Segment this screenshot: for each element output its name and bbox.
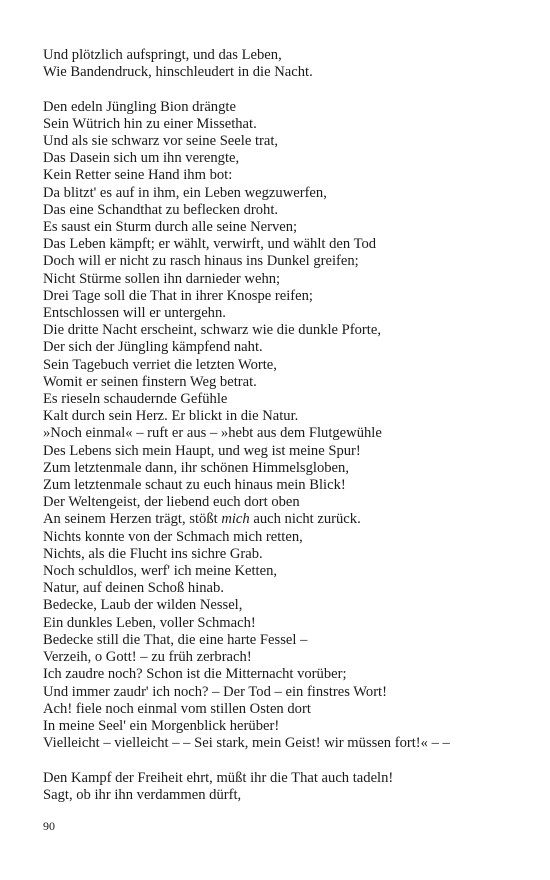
- poem-line: Sein Tagebuch verriet die letzten Worte,: [43, 356, 277, 373]
- poem-line: Bedecke, Laub der wilden Nessel,: [43, 597, 243, 614]
- poem-line: Da blitzt' es auf in ihm, ein Leben wegzuwerfen,: [43, 184, 327, 201]
- poem-line: Drei Tage soll die That in ihrer Knospe reifen;: [43, 287, 313, 304]
- poem-line: Den edeln Jüngling Bion drängte: [43, 98, 236, 115]
- poem-line: Das eine Schandthat zu beflecken droht.: [43, 201, 279, 218]
- poem-line: Ach! fiele noch einmal vom stillen Osten dort: [43, 700, 311, 717]
- poem-line: Ich zaudre noch? Schon ist die Mitternacht vorüber;: [43, 666, 347, 683]
- poem-line: Und als sie schwarz vor seine Seele trat,: [43, 133, 279, 149]
- page-number: 90: [43, 819, 55, 833]
- poem-line: [43, 511, 523, 528]
- poem-line: Nichts konnte von der Schmach mich retten,: [43, 528, 303, 545]
- poem-line: Zum letztenmale dann, ihr schönen Himmelsgloben,: [43, 459, 349, 476]
- line-segment: auch nicht zurück.: [249, 511, 361, 528]
- poem-line: »Noch einmal« – ruft er aus – »hebt aus dem Flutgewühle: [43, 425, 382, 442]
- poem-line: Es rieseln schaudernde Gefühle: [43, 391, 228, 408]
- line-segment: An seinem Herzen trägt, stößt: [43, 511, 222, 528]
- emphasized-word: mich: [221, 511, 250, 528]
- poem-line: Kein Retter seine Hand ihm bot:: [43, 167, 233, 184]
- poem-line: Nicht Stürme sollen ihn darnieder wehn;: [43, 270, 281, 287]
- stanza: [43, 47, 523, 81]
- poem-line: Das Leben kämpft; er wählt, verwirft, und wählt den Tod: [43, 236, 377, 253]
- poem-line: Noch schuldlos, werf' ich meine Ketten,: [43, 563, 278, 580]
- poem-line: Doch will er nicht zu rasch hinaus ins Dunkel greifen;: [43, 253, 359, 270]
- stanza: [43, 770, 523, 804]
- poem-line: Entschlossen will er untergehn.: [43, 305, 226, 322]
- poem-line: Kalt durch sein Herz. Er blickt in die Natur.: [43, 408, 299, 425]
- poem-line: Es saust ein Sturm durch alle seine Nerven;: [43, 219, 298, 236]
- poem-line: Und immer zaudr' ich noch? – Der Tod – ein finstres Wort!: [43, 683, 387, 700]
- poem-line: Sagt, ob ihr ihn verdammen dürft,: [43, 786, 242, 803]
- poem-line: Die dritte Nacht erscheint, schwarz wie die dunkle Pforte,: [43, 322, 381, 339]
- poem-line: Der Weltengeist, der liebend euch dort oben: [43, 494, 300, 511]
- poem-line: Bedecke still die That, die eine harte Fessel –: [43, 631, 308, 648]
- poem-line: Wie Bandendruck, hinschleudert in die Nacht.: [43, 64, 313, 81]
- poem-line: Vielleicht – vielleicht – – Sei stark, mein Geist! wir müssen fort!« – –: [43, 735, 450, 752]
- poem-line: Ein dunkles Leben, voller Schmach!: [43, 614, 256, 631]
- poem-line: In meine Seel' ein Morgenblick herüber!: [43, 717, 280, 734]
- poem-line: Zum letztenmale schaut zu euch hinaus mein Blick!: [43, 477, 346, 494]
- poem-line: Womit er seinen finstern Weg betrat.: [43, 373, 257, 390]
- poem-line: Verzeih, o Gott! – zu früh zerbrach!: [43, 649, 252, 666]
- poem-line: Nichts, als die Flucht ins sichre Grab.: [43, 545, 263, 562]
- stanza: [43, 99, 523, 753]
- poem-line: Des Lebens sich mein Haupt, und weg ist meine Spur!: [43, 442, 361, 459]
- poem-line: Das Dasein sich um ihn verengte,: [43, 150, 240, 167]
- poem-line: Der sich der Jüngling kämpfend naht.: [43, 339, 263, 356]
- poem-line: Den Kampf der Freiheit ehrt, müßt ihr die That auch tadeln!: [43, 769, 394, 786]
- poem-line: Sein Wütrich hin zu einer Missethat.: [43, 115, 257, 132]
- poem-text: [43, 47, 523, 804]
- poem-line: Und plötzlich aufspringt, und das Leben,: [43, 47, 282, 63]
- poem-line: Natur, auf deinen Schoß hinab.: [43, 580, 224, 597]
